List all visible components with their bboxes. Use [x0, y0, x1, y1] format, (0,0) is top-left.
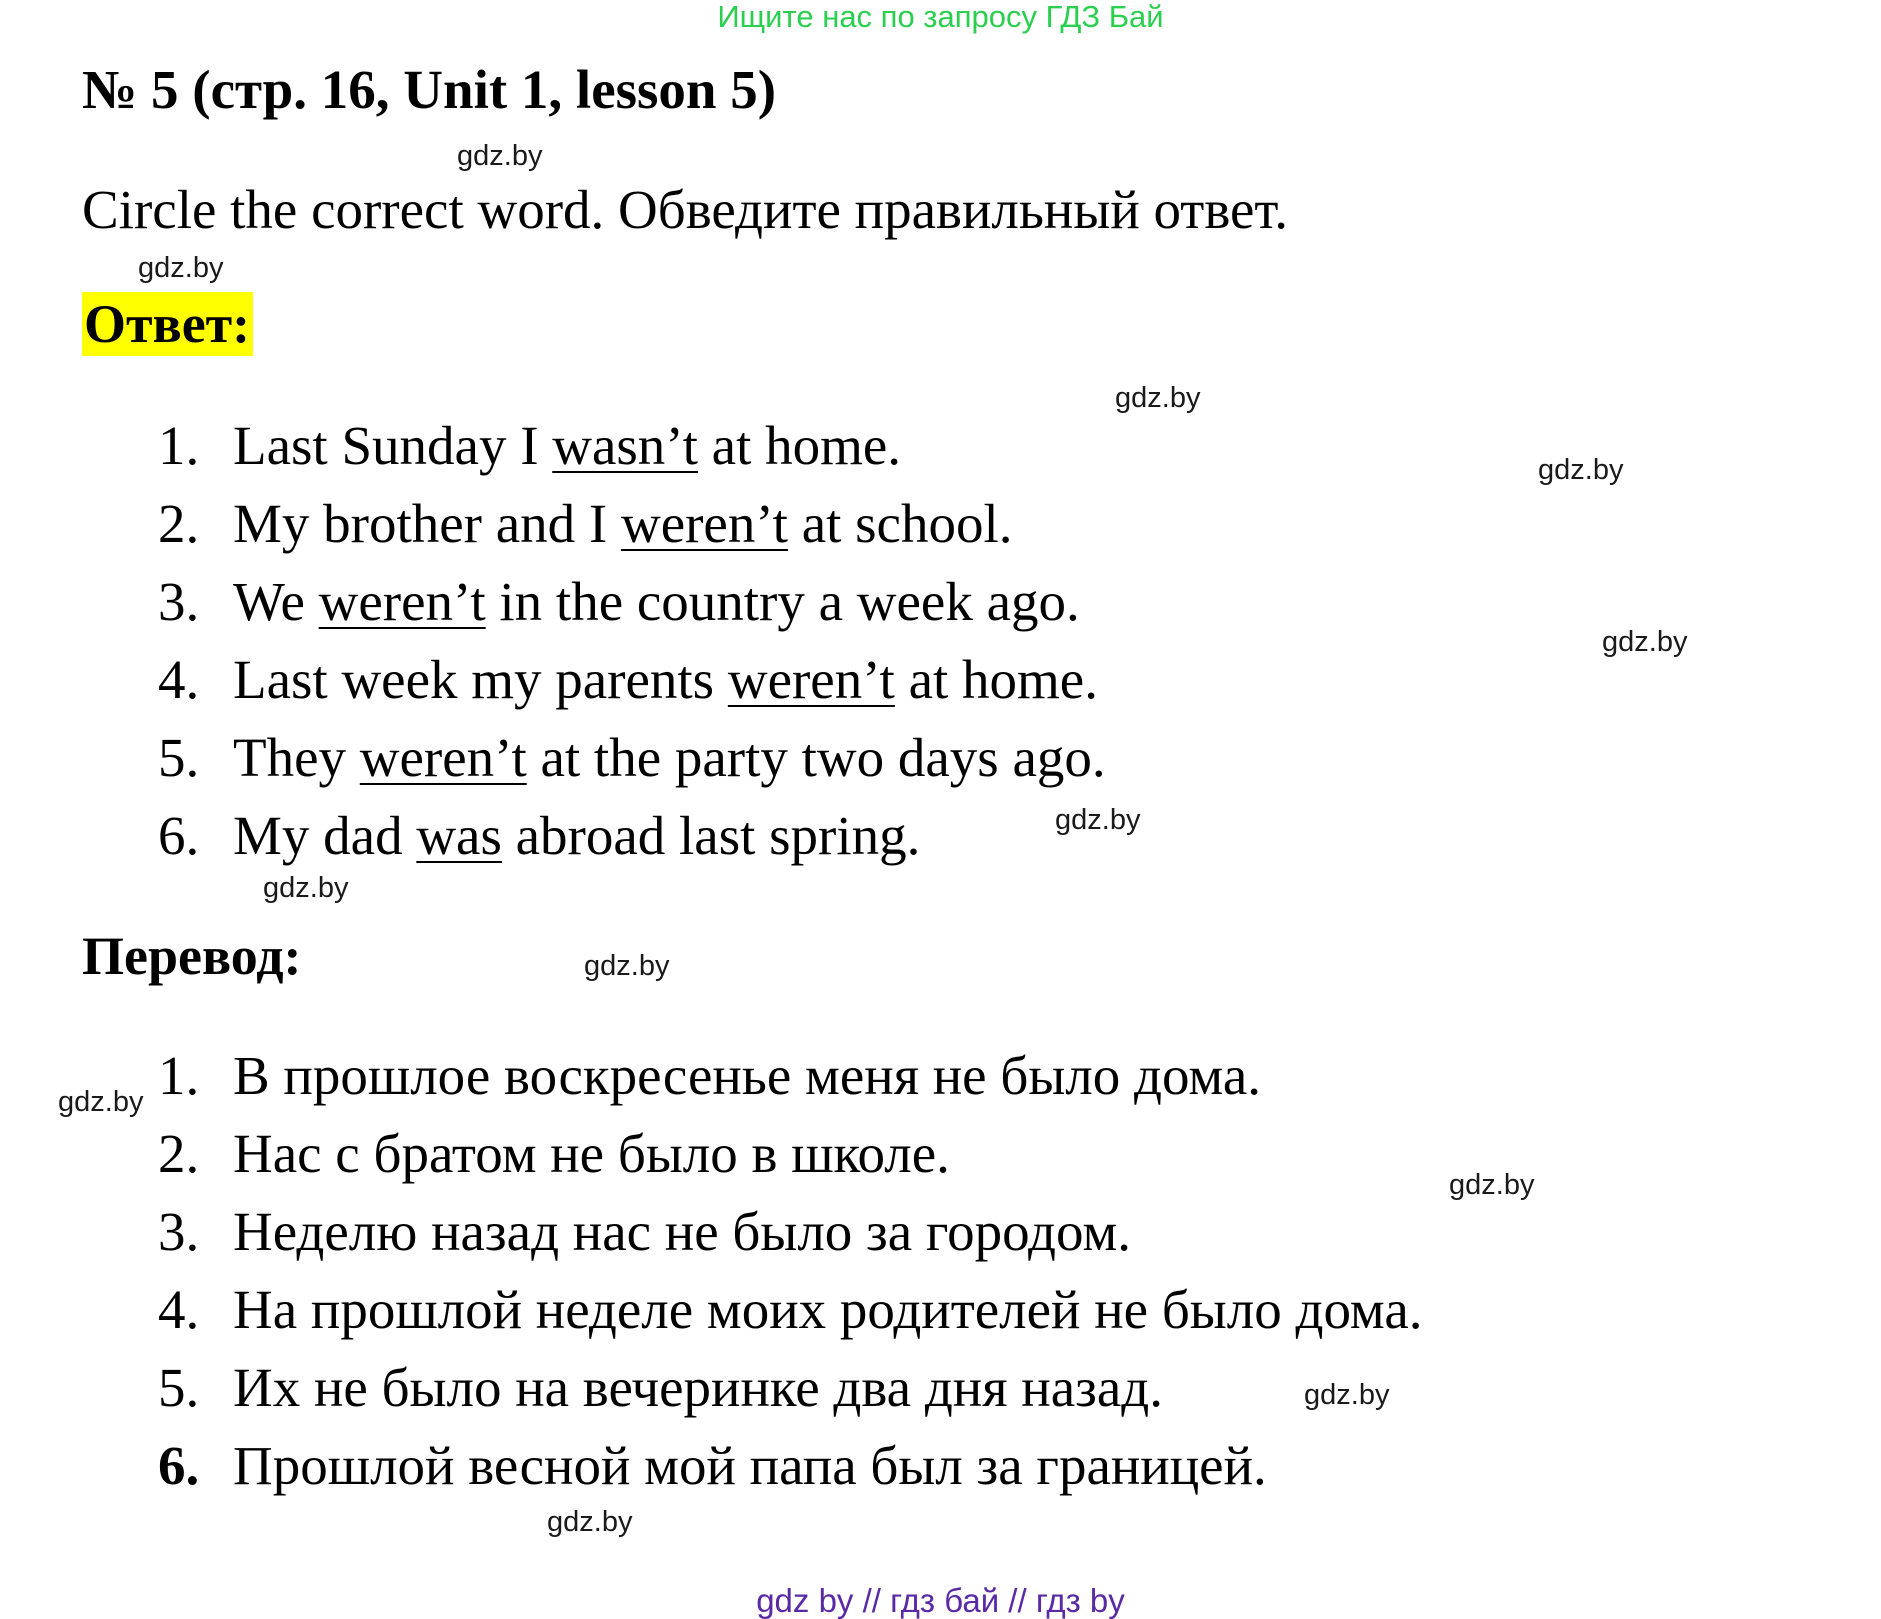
translation-sentence: В прошлое воскресенье меня не было дома. — [233, 1045, 1262, 1106]
answer-word: weren’t — [727, 649, 895, 710]
watermark: gdz.by — [1538, 454, 1624, 486]
answer-sentence: My brother and I weren’t at school. — [233, 493, 1013, 554]
answer-word: wasn’t — [552, 415, 698, 476]
watermark: gdz.by — [1449, 1169, 1535, 1201]
answer-word: was — [416, 805, 502, 866]
watermark: gdz.by — [1055, 804, 1141, 836]
answer-number: 3. — [158, 571, 200, 632]
footer-links: gdz by // гдз бай // гдз by — [756, 1582, 1125, 1619]
answer-word: weren’t — [620, 493, 788, 554]
answer-sentence: We weren’t in the country a week ago. — [233, 571, 1080, 632]
answer-word: weren’t — [359, 727, 527, 788]
answer-number: 4. — [158, 649, 200, 710]
translation-number: 5. — [158, 1357, 200, 1418]
answer-number: 2. — [158, 493, 200, 554]
translation-number: 3. — [158, 1201, 200, 1262]
translation-sentence: Нас с братом не было в школе. — [233, 1123, 950, 1184]
watermark: gdz.by — [1602, 626, 1688, 658]
watermark: gdz.by — [547, 1506, 633, 1538]
instruction-text: Circle the correct word. Обведите правильный ответ. — [82, 179, 1289, 240]
answer-sentence: They weren’t at the party two days ago. — [233, 727, 1106, 788]
translation-sentence: Неделю назад нас не было за городом. — [233, 1201, 1132, 1262]
watermark: gdz.by — [1115, 382, 1201, 414]
translation-number: 4. — [158, 1279, 200, 1340]
translation-number: 1. — [158, 1045, 200, 1106]
watermark: gdz.by — [138, 252, 224, 284]
watermark: gdz.by — [584, 950, 670, 982]
translation-number: 6. — [158, 1435, 200, 1496]
watermark: gdz.by — [1304, 1379, 1390, 1411]
watermark: gdz.by — [457, 140, 543, 172]
answer-sentence: Last week my parents weren’t at home. — [233, 649, 1098, 710]
translation-sentence: Прошлой весной мой папа был за границей. — [233, 1435, 1267, 1496]
answer-number: 6. — [158, 805, 200, 866]
translation-heading: Перевод: — [82, 926, 302, 986]
translation-number: 2. — [158, 1123, 200, 1184]
answer-sentence: Last Sunday I wasn’t at home. — [233, 415, 902, 476]
answer-heading: Ответ: — [82, 292, 253, 356]
answer-word: weren’t — [318, 571, 486, 632]
answer-number: 1. — [158, 415, 200, 476]
answer-sentence: My dad was abroad last spring. — [233, 805, 921, 866]
page-title: № 5 (стр. 16, Unit 1, lesson 5) — [82, 59, 777, 120]
translation-sentence: Их не было на вечеринке два дня назад. — [233, 1357, 1164, 1418]
top-banner: Ищите нас по запросу ГДЗ Бай — [717, 0, 1164, 34]
answer-number: 5. — [158, 727, 200, 788]
watermark: gdz.by — [58, 1086, 144, 1118]
translation-sentence: На прошлой неделе моих родителей не было дома. — [233, 1279, 1423, 1340]
watermark: gdz.by — [263, 872, 349, 904]
